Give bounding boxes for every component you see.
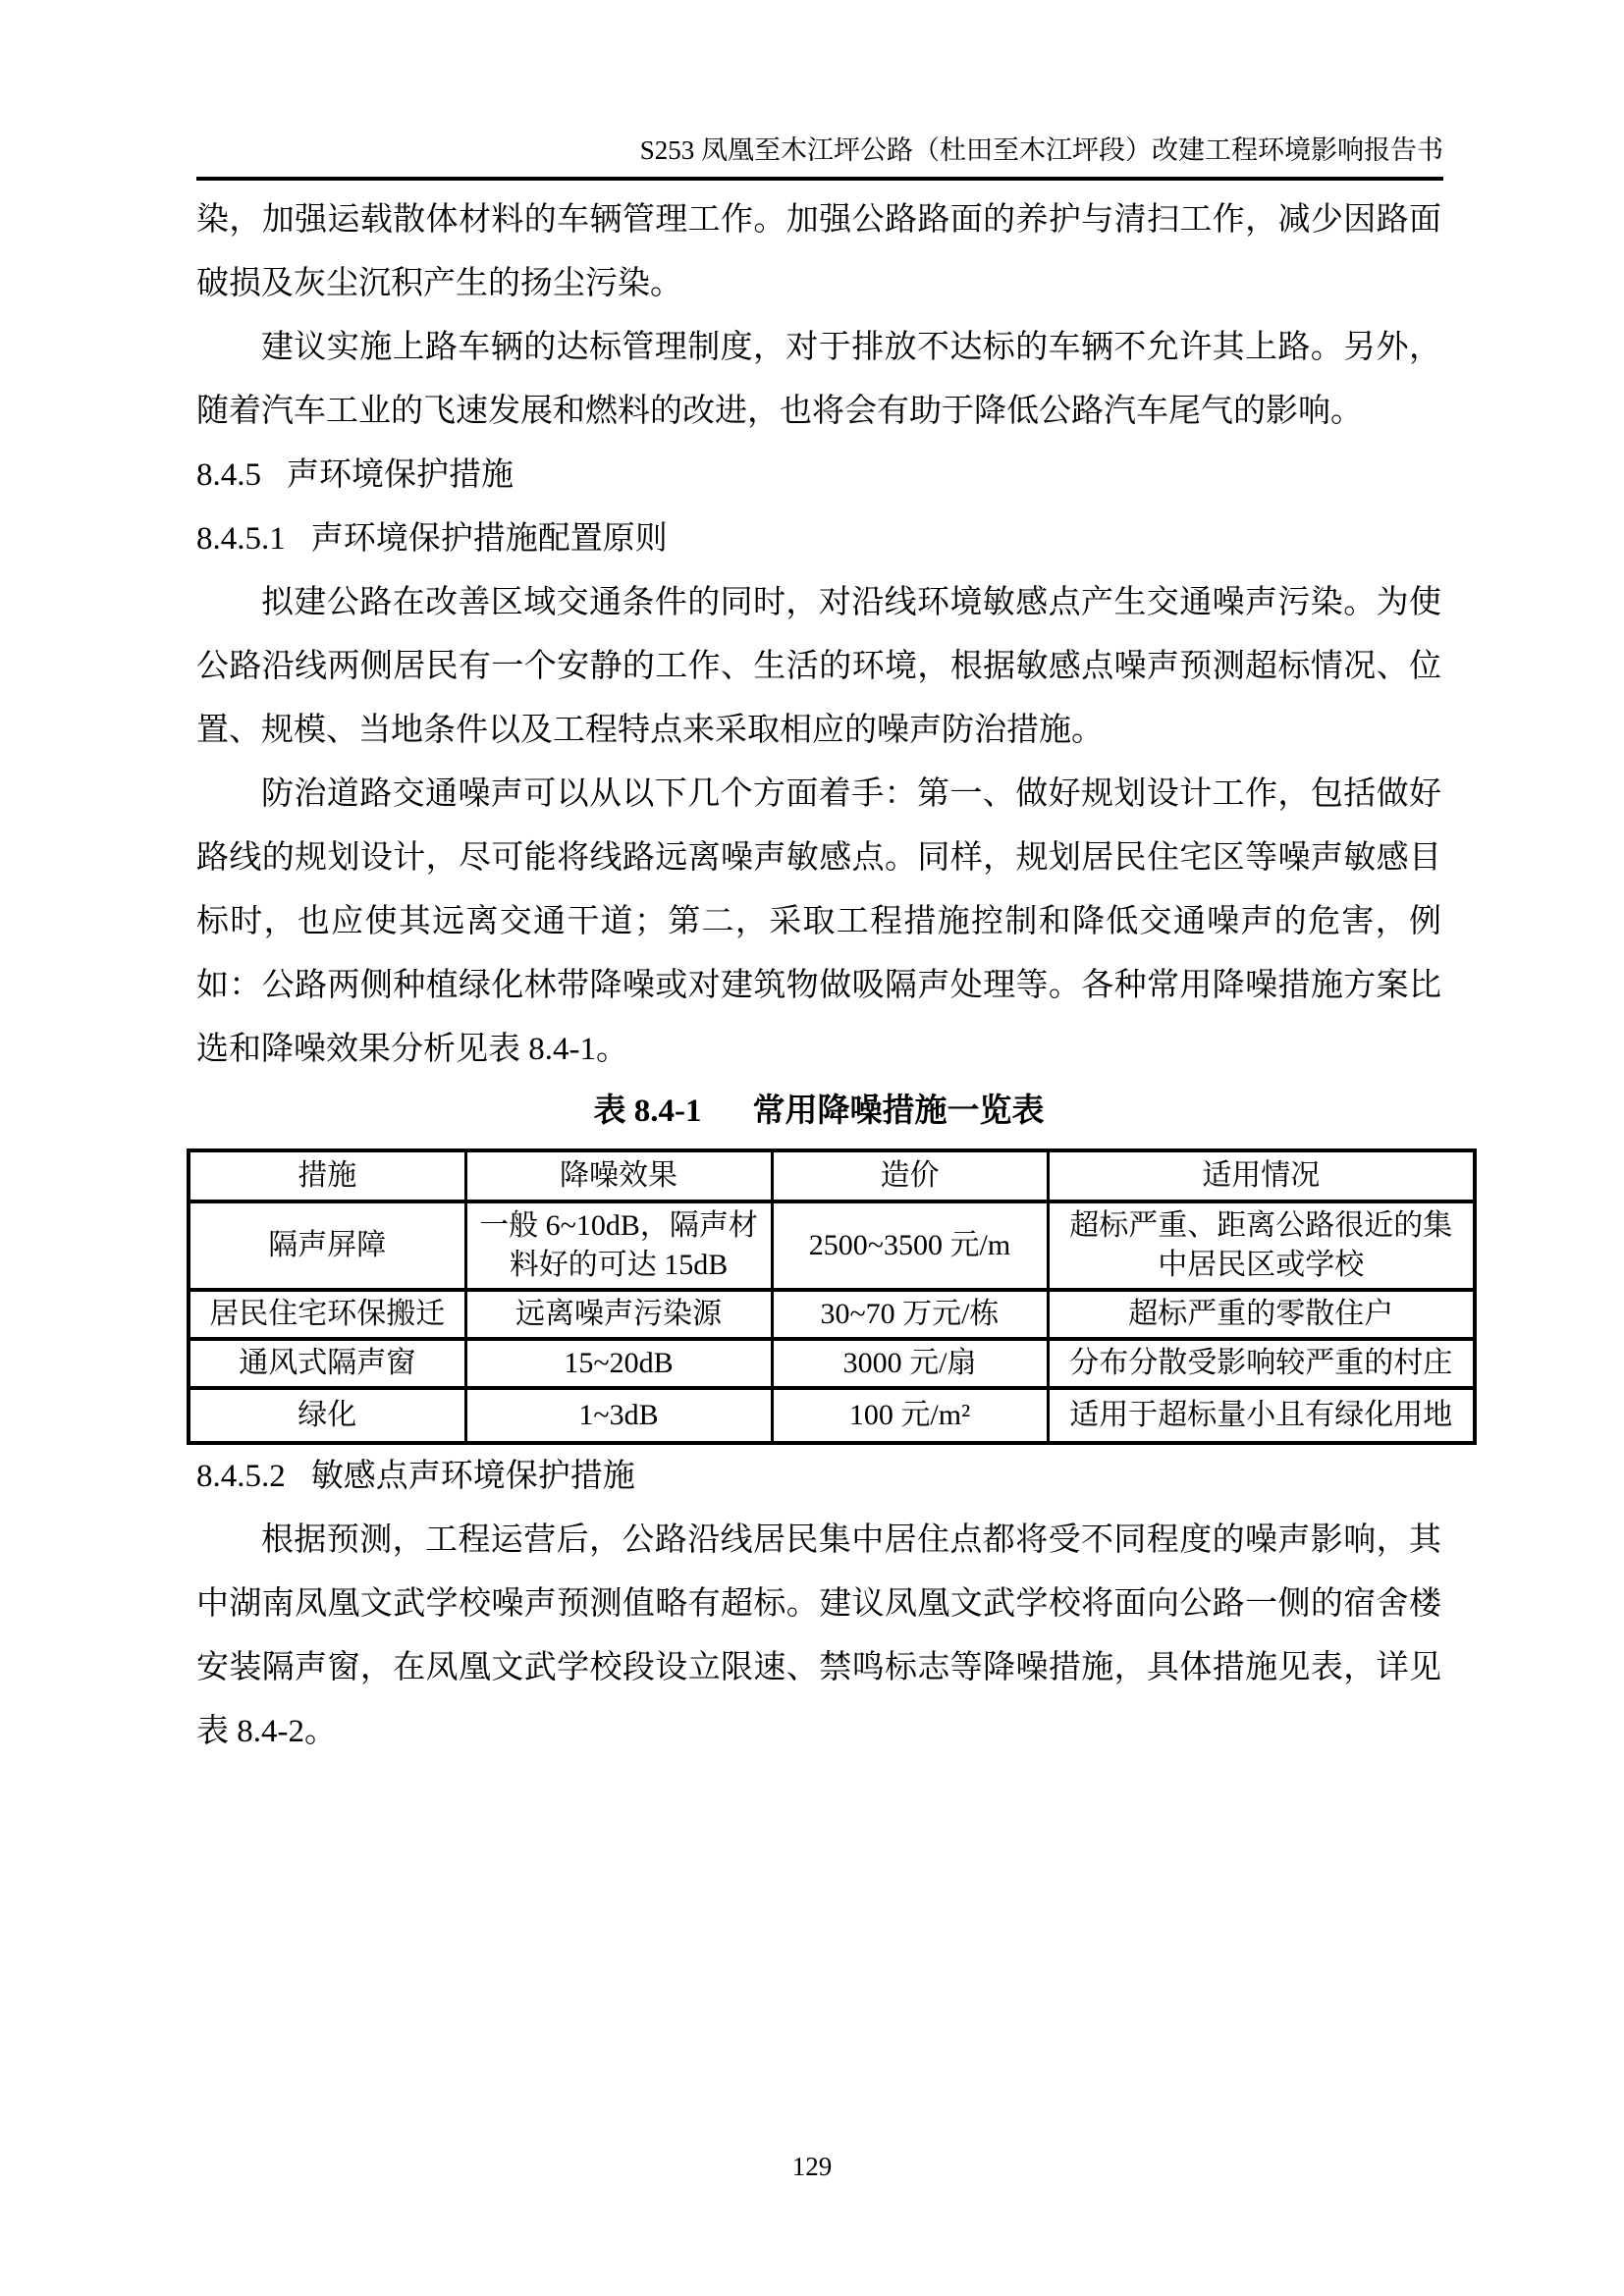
heading-8-4-5 [196,444,1441,507]
document-body [196,188,1453,1764]
heading-8-4-5-1-title: 声环境保护措施配置原则 [310,521,668,557]
table-cell-effect: 远离噪声污染源 [465,1290,772,1339]
table-8-4-1-caption [196,1082,1441,1141]
paragraph-vehicle-standards: 建议实施上路车辆的达标管理制度，对于排放不达标的车辆不允许其上路。另外，随着汽车工业的飞速发展和燃料的改进，也将会有助于降低公路汽车尾气的影响。 [196,330,1441,429]
table-cell-applicability: 超标严重的零散住户 [1048,1290,1475,1339]
table-cell-effect: 15~20dB [465,1339,772,1388]
heading-8-4-5-2-number: 8.4.5.2 [196,1459,286,1494]
table-cell-measure: 通风式隔声窗 [189,1339,465,1388]
table-row [189,1290,1475,1339]
table-row [189,1339,1475,1388]
table-cell-measure: 隔声屏障 [189,1201,465,1290]
heading-8-4-5-2 [196,1445,1441,1509]
column-header-applicability: 适用情况 [1048,1150,1475,1201]
paragraph-noise-intro: 拟建公路在改善区域交通条件的同时，对沿线环境敏感点产生交通噪声污染。为使公路沿线两侧居民有一个安静的工作、生活的环境，根据敏感点噪声预测超标情况、位置、规模、当地条件以及工程特点来采取相应的噪声防治措施。 [196,585,1441,748]
heading-8-4-5-1 [196,507,1441,571]
heading-8-4-5-2-title: 敏感点声环境保护措施 [310,1459,635,1494]
table-cell-effect: 一般 6~10dB，隔声材料好的可达 15dB [465,1201,772,1290]
table-cell-applicability: 适用于超标量小且有绿化用地 [1048,1388,1475,1443]
table-header-row [189,1150,1475,1201]
table-cell-measure: 绿化 [189,1388,465,1443]
table-cell-applicability: 超标严重、距离公路很近的集中居民区或学校 [1048,1201,1475,1290]
table-cell-measure: 居民住宅环保搬迁 [189,1290,465,1339]
heading-8-4-5-1-number: 8.4.5.1 [196,521,286,557]
table-cell-effect: 1~3dB [465,1388,772,1443]
table-8-4-1 [187,1148,1477,1445]
column-header-measure: 措施 [189,1150,465,1201]
column-header-cost: 造价 [772,1150,1048,1201]
table-row [189,1201,1475,1290]
paragraph-sensitive-point-measures: 根据预测，工程运营后，公路沿线居民集中居住点都将受不同程度的噪声影响，其中湖南凤凰文武学校噪声预测值略有超标。建议凤凰文武学校将面向公路一侧的宿舍楼安装隔声窗，在凤凰文武学校段设立限速、禁鸣标志等降噪措施，具体措施见表，详见表 8.4-2。 [196,1522,1441,1749]
heading-8-4-5-title: 声环境保护措施 [287,457,514,493]
table-cell-cost: 100 元/m² [772,1388,1048,1443]
table-cell-cost: 30~70 万元/栋 [772,1290,1048,1339]
paragraph-dust-control: 染，加强运载散体材料的车辆管理工作。加强公路路面的养护与清扫工作，减少因路面破损及灰尘沉积产生的扬尘污染。 [196,202,1441,301]
table-cell-cost: 3000 元/扇 [772,1339,1048,1388]
report-header-title: S253 凤凰至木江坪公路（杜田至木江坪段）改建工程环境影响报告书 [639,135,1443,165]
paragraph-noise-prevention-approaches: 防治道路交通噪声可以从以下几个方面着手：第一、做好规划设计工作，包括做好路线的规划设计，尽可能将线路远离噪声敏感点。同样，规划居民住宅区等噪声敏感目标时，也应使其远离交通干道；第二，采取工程措施控制和降低交通噪声的危害，例如：公路两侧种植绿化林带降噪或对建筑物做吸隔声处理等。各种常用降噪措施方案比选和降噪效果分析见表 8.4-1。 [196,776,1441,1067]
column-header-effect: 降噪效果 [465,1150,772,1201]
page-number: 129 [791,2152,833,2181]
table-row [189,1388,1475,1443]
header-rule [196,177,1443,181]
heading-8-4-5-number: 8.4.5 [196,457,261,493]
table-8-4-1-caption-label: 表 8.4-1 [593,1094,702,1129]
table-8-4-1-caption-title: 常用降噪措施一览表 [752,1094,1045,1129]
table-cell-applicability: 分布分散受影响较严重的村庄 [1048,1339,1475,1388]
table-cell-cost: 2500~3500 元/m [772,1201,1048,1290]
